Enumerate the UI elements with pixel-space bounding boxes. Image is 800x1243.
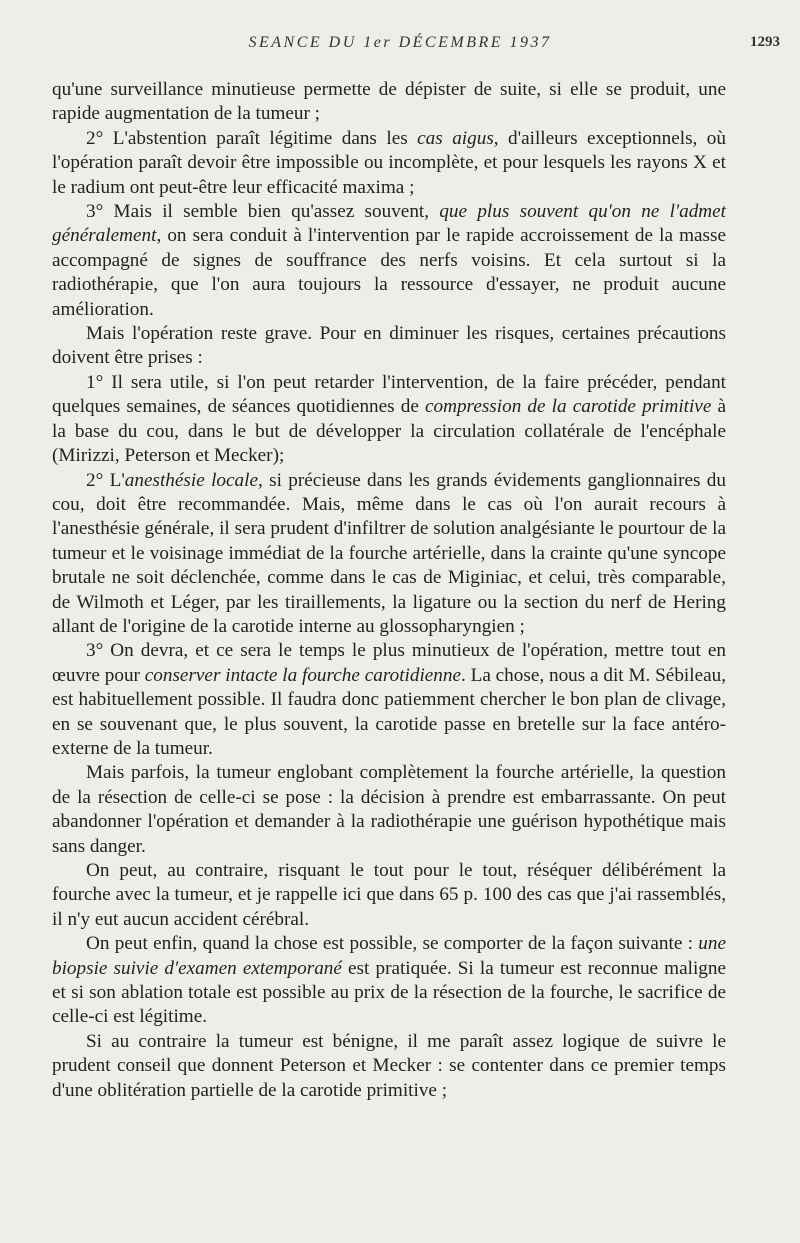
running-title: SEANCE DU 1er DÉCEMBRE 1937 (248, 34, 552, 51)
page-number: 1293 (750, 34, 780, 50)
paragraph (52, 127, 726, 200)
text-run: 2° L' (86, 469, 125, 491)
text-run: à la base du cou, dans le but de développer la circulation collatérale de l'encéphale (Mirizzi, Peterson et Mecker); (52, 396, 727, 467)
italic-text: cas aigus (417, 127, 494, 149)
paragraph (52, 200, 726, 322)
text-run: , d'ailleurs exceptionnels, où l'opération paraît devoir être impossible ou incomplète, et pour lesquels les rayons X et le radium ont peut-être leur efficacité maxima ; (52, 127, 726, 198)
paragraph (52, 322, 726, 371)
paragraph (52, 371, 726, 469)
body-text (52, 78, 726, 1103)
text-run: 1° Il sera utile, si l'on peut retarder l'intervention, de la faire précéder, pendant quelques semaines, de séances quotidiennes de (52, 371, 726, 418)
paragraph (52, 859, 726, 932)
italic-text: anesthésie locale (124, 469, 258, 491)
italic-text: une biopsie suivie d'examen extemporané (52, 933, 726, 979)
italic-text: compression de la carotide primitive (425, 396, 712, 418)
text-run: Si au contraire la tumeur est bénigne, il me paraît assez logique de suivre le prudent conseil que donnent Peterson et Mecker : se contenter dans ce premier temps d'une oblitération partielle de la carotide primitive ; (52, 1030, 726, 1101)
text-run: 3° On devra, et ce sera le temps le plus minutieux de l'opération, mettre tout en œuvre pour (52, 640, 726, 686)
text-run: 3° Mais il semble bien qu'assez souvent, (86, 201, 440, 223)
text-run: Mais parfois, la tumeur englobant complètement la fourche artérielle, la question de la résection de celle-ci se pose : la décision à prendre est embarrassante. On peut abandonner l'opération et demander à la radiothérapie une guérison hypothétique mais sans danger. (52, 762, 726, 857)
text-run: . La chose, nous a dit M. Sébileau, est habituellement possible. Il faudra donc patiemment chercher le bon plan de clivage, en se souvenant que, le plus souvent, la carotide passe en bretelle sur la face antéro-externe de la tumeur. (52, 664, 726, 759)
italic-text: que plus souvent qu'on ne l'admet généralement (52, 201, 726, 247)
text-run: Mais l'opération reste grave. Pour en diminuer les risques, certaines précautions doivent être prises : (52, 323, 726, 369)
paragraph (52, 78, 726, 127)
italic-text: conserver intacte la fourche carotidienne (144, 664, 461, 686)
paragraph (52, 639, 726, 761)
paragraph (52, 469, 726, 640)
paragraph (52, 761, 726, 859)
paragraph (52, 1030, 726, 1103)
paragraph (52, 932, 726, 1030)
text-run: qu'une surveillance minutieuse permette de dépister de suite, si elle se produit, une rapide augmentation de la tumeur ; (52, 79, 726, 125)
text-run: 2° L'abstention paraît légitime dans les (86, 127, 418, 149)
text-run: On peut, au contraire, risquant le tout pour le tout, réséquer délibérément la fourche avec la tumeur, et je rappelle ici que dans 65 p. 100 des cas que j'ai rassemblés, il n'y eut aucun accident cérébral. (52, 860, 726, 930)
text-run: , on sera conduit à l'intervention par le rapide accroissement de la masse accompagné de signes de souffrance des nerfs voisins. Et cela surtout si la radiothérapie, que l'on aura toujours la ressource d'essayer, ne produit aucune amélioration. (52, 225, 726, 320)
text-run: On peut enfin, quand la chose est possible, se comporter de la façon suivante : (86, 933, 699, 955)
text-run: est pratiquée. Si la tumeur est reconnue maligne et si son ablation totale est possible au prix de la résection de la fourche, le sacrifice de celle-ci est légitime. (52, 957, 726, 1028)
text-run: , si précieuse dans les grands évidements ganglionnaires du cou, doit être recommandée. Mais, même dans le cas où l'on aurait recours à l'anesthésie générale, il sera prudent d'infiltrer de solution analgésiante le pourtour de la tumeur et le voisinage immédiat de la fourche artérielle, dans la crainte qu'une syncope brutale ne soit déclenchée, comme dans le cas de Miginiac, et celui, très comparable, de Wilmoth et Léger, par les tiraillements, la ligature ou la section du nerf de Hering allant de l'origine de la carotide interne au glossopharyngien ; (52, 469, 726, 637)
page-header (0, 30, 800, 60)
